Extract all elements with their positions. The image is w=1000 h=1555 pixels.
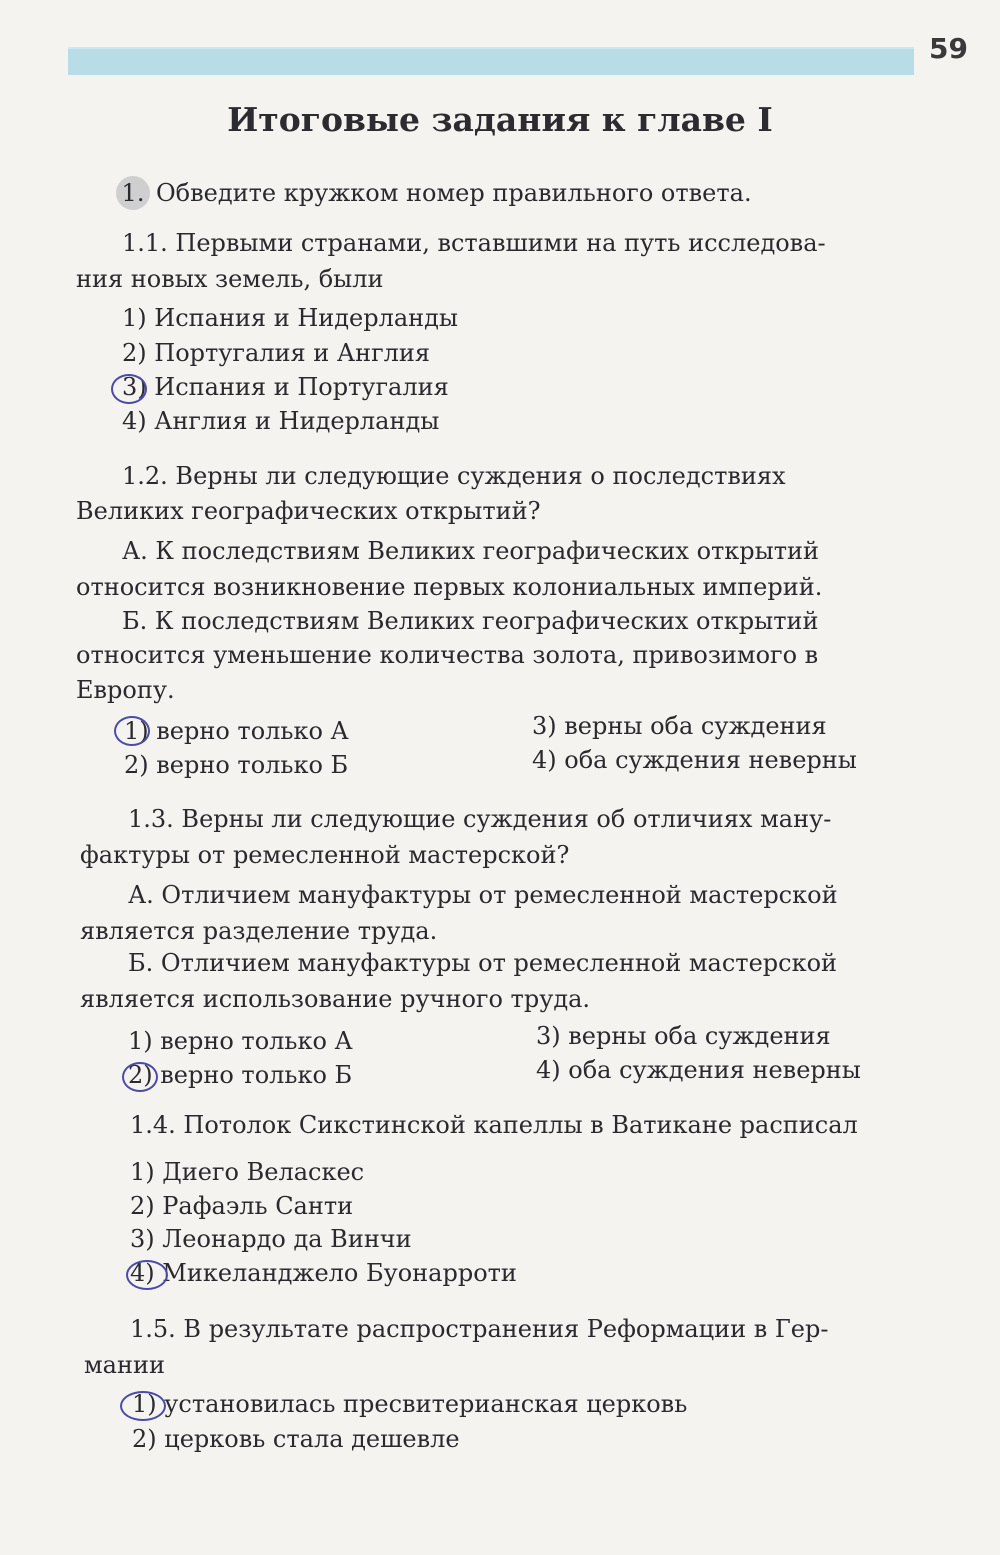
q1-3-option-2[interactable]: 2) верно только Б (128, 1061, 353, 1089)
question-1-5-text: 1.5. В результате распространения Реформации в Гер- (130, 1315, 829, 1343)
q1-2-option-3[interactable]: 3) верны оба суждения (532, 712, 827, 740)
question-1-3-text-cont: фактуры от ремесленной мастерской? (80, 841, 570, 869)
question-1-2-statement-b: Б. К последствиям Великих географических открытий (122, 607, 819, 635)
question-1-2-statement-a: А. К последствиям Великих географических открытий (122, 537, 820, 565)
answer-circle-mark (114, 716, 150, 746)
answer-circle-mark (120, 1391, 166, 1421)
q1-4-option-2[interactable]: 2) Рафаэль Санти (130, 1192, 354, 1220)
page-number: 59 (929, 32, 968, 65)
q1-2-option-1[interactable]: 1) верно только А (124, 717, 349, 745)
q1-1-option-4[interactable]: 4) Англия и Нидерланды (122, 407, 440, 435)
answer-circle-mark (111, 374, 147, 404)
question-1-3-statement-b: Б. Отличием мануфактуры от ремесленной мастерской (128, 949, 838, 977)
q1-2-option-2[interactable]: 2) верно только Б (124, 751, 349, 779)
question-1-3-statement-a: А. Отличием мануфактуры от ремесленной мастерской (128, 881, 838, 909)
q1-4-option-1[interactable]: 1) Диего Веласкес (130, 1158, 365, 1186)
q1-1-option-1[interactable]: 1) Испания и Нидерланды (122, 304, 459, 332)
question-1-2-text-cont: Великих географических открытий? (76, 497, 541, 525)
q1-5-option-1[interactable]: 1) установилась пресвитерианская церковь (132, 1390, 688, 1418)
chapter-title: Итоговые задания к главе I (227, 100, 773, 139)
answer-circle-mark (126, 1260, 168, 1290)
question-1-3-statement-a-cont: является разделение труда. (80, 917, 438, 945)
question-1-4-text: 1.4. Потолок Сикстинской капеллы в Ватикане расписал (130, 1111, 858, 1139)
task-1-instruction: 1. Обведите кружком номер правильного ответа. (122, 176, 752, 210)
q1-2-option-4[interactable]: 4) оба суждения неверны (532, 746, 857, 774)
q1-3-option-3[interactable]: 3) верны оба суждения (536, 1022, 831, 1050)
answer-circle-mark (122, 1062, 158, 1092)
question-1-2-text: 1.2. Верны ли следующие суждения о последствиях (122, 462, 786, 490)
q1-4-option-3[interactable]: 3) Леонардо да Винчи (130, 1225, 412, 1253)
question-1-3-statement-b-cont: является использование ручного труда. (80, 985, 591, 1013)
q1-3-option-1[interactable]: 1) верно только А (128, 1027, 353, 1055)
q1-4-option-4[interactable]: 4) Микеланджело Буонарроти (130, 1259, 517, 1287)
question-1-2-statement-b-cont: относится уменьшение количества золота, привозимого в (76, 641, 819, 669)
task-number-badge: 1. (116, 176, 150, 210)
q1-5-option-2[interactable]: 2) церковь стала дешевле (132, 1425, 460, 1453)
question-1-1-text-cont: ния новых земель, были (76, 265, 384, 293)
q1-1-option-2[interactable]: 2) Португалия и Англия (122, 339, 431, 367)
question-1-2-statement-b-cont2: Европу. (76, 676, 175, 704)
question-1-2-statement-a-cont: относится возникновение первых колониальных империй. (76, 573, 823, 601)
q1-3-option-4[interactable]: 4) оба суждения неверны (536, 1056, 861, 1084)
question-1-1-text: 1.1. Первыми странами, вставшими на путь исследова- (122, 229, 826, 257)
header-bar (68, 47, 914, 75)
question-1-3-text: 1.3. Верны ли следующие суждения об отличиях ману- (128, 805, 832, 833)
q1-1-option-3[interactable]: 3) Испания и Португалия (122, 373, 449, 401)
question-1-5-text-cont: мании (84, 1351, 165, 1379)
